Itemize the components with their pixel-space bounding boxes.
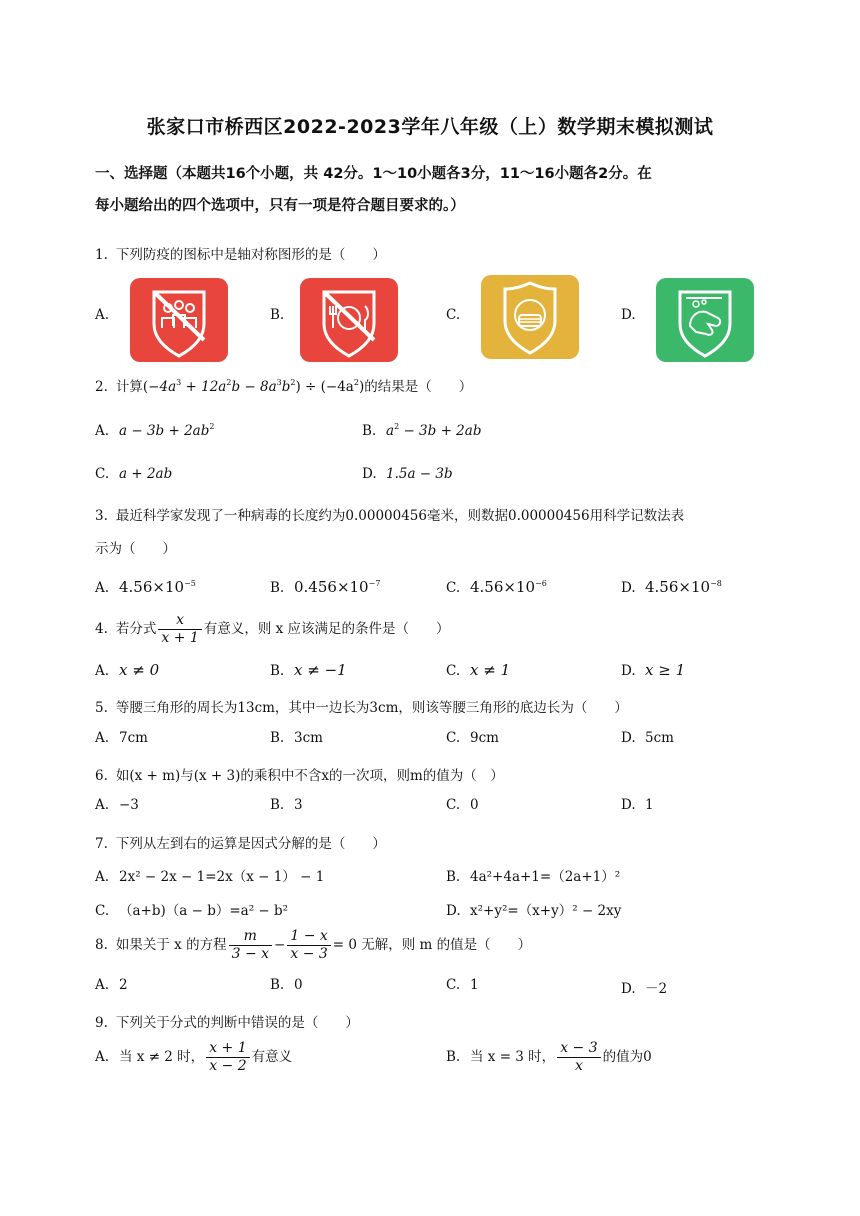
option-8a-text: 2: [119, 977, 128, 993]
question-text: 下列防疫的图标中是轴对称图形的是（ ）: [115, 247, 386, 263]
option-1a-label: A.: [95, 307, 110, 323]
q8-pre: 如果关于 x 的方程: [115, 937, 227, 953]
option-6c: [446, 797, 479, 813]
question-number: 4.: [95, 621, 108, 637]
option-label: C.: [446, 730, 461, 746]
option-8a: [95, 977, 128, 993]
q2-term-2-exp: 2: [226, 378, 232, 387]
option-label: A.: [95, 580, 110, 596]
option-8d-text: －2: [645, 981, 668, 997]
option-5b-text: 3cm: [294, 730, 323, 746]
option-label: D.: [446, 903, 461, 919]
option-5b: [270, 730, 323, 746]
option-9b-pre: 当 x = 3 时，: [470, 1049, 556, 1065]
option-label: C.: [446, 977, 461, 993]
q4-post: 有意义，则 x 应该满足的条件是（ ）: [203, 621, 450, 637]
option-6d: [621, 797, 654, 813]
option-2b-text-2: − 3b + 2ab: [399, 423, 482, 439]
option-label: D.: [621, 981, 636, 997]
option-2b-text: a: [386, 423, 395, 439]
option-label: B.: [270, 580, 285, 596]
option-9a-post: 有意义: [251, 1049, 293, 1065]
option-3d-text: 4.56×10: [645, 578, 711, 596]
option-4d-text: x ≥ 1: [645, 661, 686, 679]
option-1d-label: D.: [621, 307, 636, 323]
option-4c-text: x ≠ 1: [470, 661, 511, 679]
option-4a: [95, 661, 159, 679]
question-2: [95, 375, 775, 395]
option-6a: [95, 797, 139, 813]
option-4d: [621, 661, 685, 679]
option-2b-exp: 2: [394, 422, 400, 431]
option-7d-text: x²+y²=（x+y）² − 2xy: [470, 903, 622, 919]
option-3b-text: 0.456×10: [294, 578, 369, 596]
option-3c: [446, 578, 547, 596]
option-4b: [270, 661, 347, 679]
option-9a-pre: 当 x ≠ 2 时，: [119, 1049, 205, 1065]
option-label: C.: [95, 903, 110, 919]
option-9b-fraction: [557, 1040, 600, 1075]
q2-term-1-exp: 3: [176, 378, 182, 387]
option-6b: [270, 797, 303, 813]
option-7c: [95, 899, 288, 919]
option-8c: [446, 977, 479, 993]
question-3-cont: 示为（ ）: [95, 541, 176, 557]
option-5d-text: 5cm: [645, 730, 674, 746]
question-number: 5.: [95, 700, 108, 716]
question-6: [95, 764, 775, 784]
option-1b-label: B.: [270, 307, 285, 323]
question-5: [95, 696, 775, 716]
option-3b-exp: −7: [368, 579, 381, 588]
option-2d: [362, 466, 453, 482]
option-2c-text: a + 2ab: [119, 466, 173, 482]
q2-term-3b: b: [281, 379, 291, 395]
option-9b-post: 的值为0: [602, 1049, 652, 1065]
option-7b: [446, 865, 620, 885]
option-5a: [95, 730, 148, 746]
question-number: 7.: [95, 836, 108, 852]
question-text: 等腰三角形的周长为13cm，其中一边长为3cm，则该等腰三角形的底边长为（ ）: [115, 700, 628, 716]
question-number: 9.: [95, 1015, 108, 1031]
option-label: D.: [362, 466, 377, 482]
q2-term-1: −4a: [148, 379, 177, 395]
question-text: 下列从左到右的运算是因式分解的是（ ）: [115, 836, 386, 852]
option-8b: [270, 977, 303, 993]
option-3c-exp: −6: [535, 579, 547, 588]
fraction-numerator: x − 3: [557, 1040, 600, 1058]
option-label: B.: [446, 1049, 461, 1065]
option-6c-text: 0: [470, 797, 479, 813]
q2-divisor: ) ÷ (−4a: [295, 379, 354, 395]
no-gathering-icon: [130, 278, 228, 362]
question-text: 最近科学家发现了一种病毒的长度约为0.00000456毫米，则数据0.00000456用科学记数法表: [115, 508, 685, 524]
option-label: D.: [621, 730, 636, 746]
fraction-denominator: 3 − x: [231, 946, 270, 962]
question-1: [95, 243, 775, 263]
question-8: [95, 928, 775, 963]
option-2c: [95, 466, 172, 482]
question-number: 3.: [95, 508, 108, 524]
question-number: 6.: [95, 768, 108, 784]
fraction-numerator: x + 1: [206, 1040, 249, 1058]
q8-operator: −: [274, 937, 286, 953]
fraction-denominator: x + 1: [161, 630, 199, 646]
option-label: D.: [621, 580, 636, 596]
option-2a-text: a − 3b + 2ab: [119, 423, 210, 439]
q2-term-3-exp: 3: [276, 378, 282, 387]
option-7c-text: （a+b)（a − b）=a² − b²: [119, 903, 289, 919]
option-7d: [446, 899, 621, 919]
option-5c: [446, 730, 499, 746]
option-9b: [446, 1040, 652, 1075]
option-3c-text: 4.56×10: [470, 578, 536, 596]
section-heading: [95, 158, 785, 222]
option-2a: [95, 422, 214, 439]
page-title: 张家口市桥西区2022-2023学年八年级（上）数学期末模拟测试: [146, 116, 714, 138]
question-text: 下列关于分式的判断中错误的是（ ）: [115, 1015, 359, 1031]
option-7a-text: 2x² − 2x − 1=2x（x − 1） − 1: [119, 869, 325, 885]
q4-pre: 若分式: [115, 621, 157, 637]
option-label: A.: [95, 977, 110, 993]
section-heading-line-1: 一、选择题（本题共16个小题，共 42分。1～10小题各3分，11～16小题各2分。在: [95, 166, 652, 182]
option-7a: [95, 865, 324, 885]
q2-suffix: )的结果是（ ）: [358, 379, 473, 395]
q2-divisor-exp: 2: [353, 378, 359, 387]
option-2b: [362, 422, 481, 439]
option-label: B.: [270, 977, 285, 993]
option-label: A.: [95, 797, 110, 813]
option-label: C.: [95, 466, 110, 482]
option-3d: [621, 578, 722, 596]
option-8b-text: 0: [294, 977, 303, 993]
fraction-denominator: x − 3: [290, 946, 328, 962]
option-4a-text: x ≠ 0: [119, 661, 160, 679]
option-label: B.: [270, 730, 285, 746]
question-4: [95, 612, 775, 647]
option-7b-text: 4a²+4a+1=（2a+1）²: [470, 869, 621, 885]
q2-term-2b: b − 8a: [231, 379, 277, 395]
option-label: C.: [446, 797, 461, 813]
mask-shield-icon: [481, 275, 579, 359]
hand-washing-icon: [656, 278, 754, 362]
option-3a-text: 4.56×10: [119, 578, 185, 596]
question-number: 2.: [95, 379, 108, 395]
option-5d: [621, 730, 674, 746]
option-8c-text: 1: [470, 977, 479, 993]
option-label: A.: [95, 1049, 110, 1065]
q8-fraction-2: [287, 928, 330, 963]
q2-term-3b-exp: 2: [290, 378, 296, 387]
option-3d-exp: −8: [710, 579, 722, 588]
option-label: B.: [270, 797, 285, 813]
option-label: A.: [95, 869, 110, 885]
question-text: 如(x + m)与(x + 3)的乘积中不含x的一次项，则m的值为（ ）: [115, 768, 504, 784]
option-label: C.: [446, 580, 461, 596]
question-9: [95, 1011, 775, 1031]
fraction-numerator: 1 − x: [287, 928, 330, 946]
option-5c-text: 9cm: [470, 730, 499, 746]
option-3b: [270, 578, 380, 596]
option-2a-exp: 2: [209, 422, 215, 431]
option-label: A.: [95, 730, 110, 746]
option-8d: [621, 977, 667, 997]
option-label: B.: [362, 423, 377, 439]
option-label: C.: [446, 663, 461, 679]
option-label: A.: [95, 663, 110, 679]
question-number: 8.: [95, 937, 108, 953]
option-9a-fraction: [206, 1040, 249, 1075]
option-1c-label: C.: [446, 307, 461, 323]
option-label: D.: [621, 797, 636, 813]
option-9a: [95, 1040, 292, 1075]
q2-prefix: 计算(: [115, 379, 149, 395]
question-number: 1.: [95, 247, 108, 263]
option-label: B.: [270, 663, 285, 679]
option-3a: [95, 578, 196, 596]
q8-post: = 0 无解，则 m 的值是（ ）: [332, 937, 532, 953]
question-3: [95, 504, 775, 524]
option-2d-text: 1.5a − 3b: [386, 466, 453, 482]
fraction-denominator: x: [574, 1058, 583, 1074]
q4-fraction: [158, 612, 201, 647]
fraction-numerator: m: [229, 928, 272, 946]
option-6b-text: 3: [294, 797, 303, 813]
option-label: A.: [95, 423, 110, 439]
fraction-denominator: x − 2: [209, 1058, 247, 1074]
option-6a-text: −3: [119, 797, 139, 813]
option-4b-text: x ≠ −1: [294, 661, 347, 679]
section-heading-line-2: 每小题给出的四个选项中，只有一项是符合题目要求的。）: [95, 198, 465, 214]
q8-fraction-1: [229, 928, 272, 963]
fraction-numerator: x: [158, 612, 201, 630]
option-4c: [446, 661, 510, 679]
option-3a-exp: −5: [184, 579, 196, 588]
question-7: [95, 832, 775, 852]
option-label: B.: [446, 869, 461, 885]
no-dining-icon: [300, 278, 398, 362]
q2-term-2: + 12a: [181, 379, 227, 395]
option-label: D.: [621, 663, 636, 679]
option-6d-text: 1: [645, 797, 654, 813]
option-5a-text: 7cm: [119, 730, 148, 746]
